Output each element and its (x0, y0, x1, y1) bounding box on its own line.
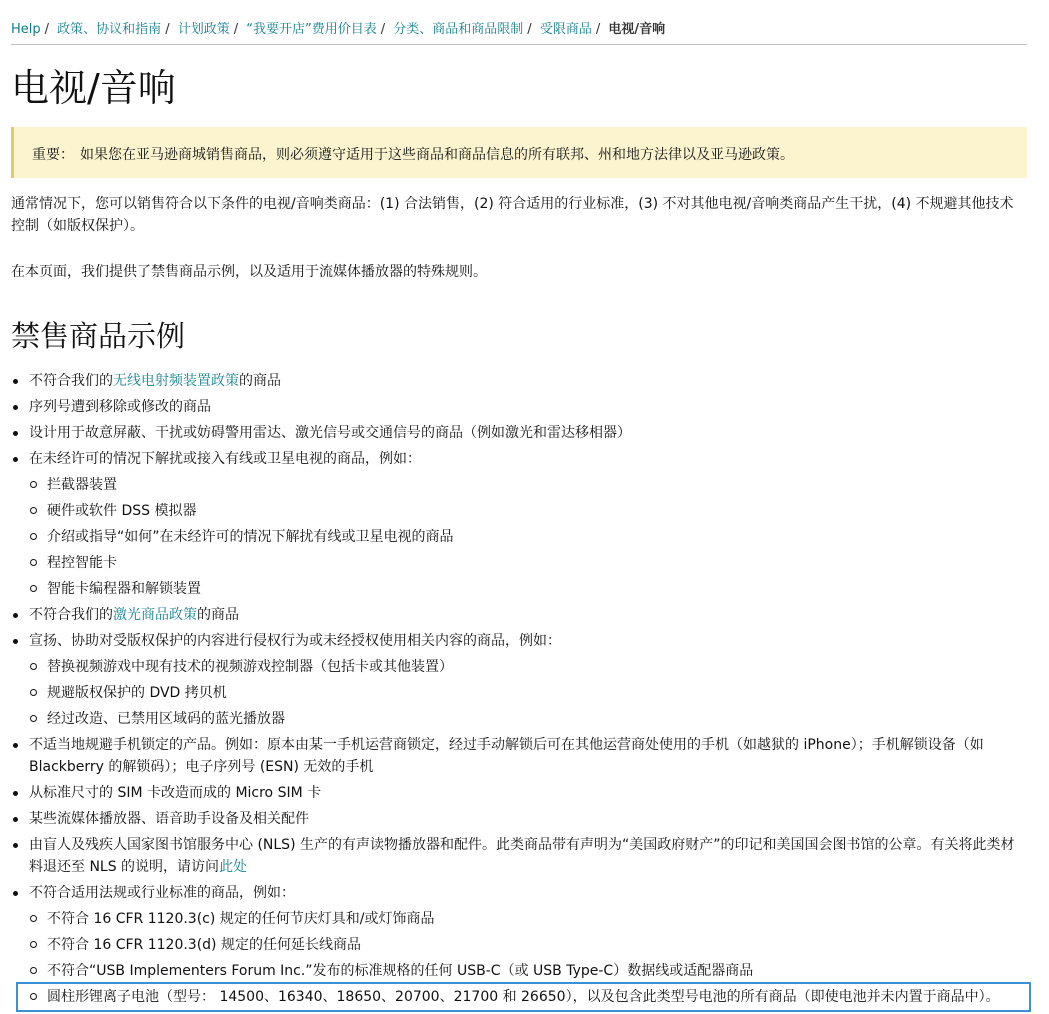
list-item-text: 的商品 (197, 607, 239, 623)
sub-list-item: 不符合 16 CFR 1120.3(d) 规定的任何延长线商品 (29, 934, 1027, 956)
sub-list-item: 规避版权保护的 DVD 拷贝机 (29, 682, 1027, 704)
sub-list-item: 不符合“USB Implementers Forum Inc.”发布的标准规格的任何 USB-C（或 USB Type-C）数据线或适配器商品 (29, 960, 1027, 982)
sub-list-item: 经过改造、已禁用区域码的蓝光播放器 (29, 708, 1027, 730)
sub-list-item-highlighted: 圆柱形锂离子电池（型号： 14500、16340、18650、20700、21700 和 26650），以及包含此类型号电池的所有商品（即使电池并未内置于商品中）。 (20, 986, 1027, 1008)
list-item (11, 882, 1027, 1008)
page-overview-paragraph: 在本页面，我们提供了禁售商品示例，以及适用于流媒体播放器的特殊规则。 (11, 264, 487, 280)
breadcrumb-link-fee-schedule[interactable]: “我要开店”费用价目表 (246, 22, 377, 37)
breadcrumb: Help / 政策、协议和指南 / 计划政策 / “我要开店”费用价目表 / 分类、商品和商品限制 / 受限商品 / 电视/音响 (11, 22, 666, 37)
list-item: 序列号遭到移除或修改的商品 (11, 396, 1027, 418)
list-item (11, 448, 1027, 600)
list-item-text: 宣扬、协助对受版权保护的内容进行侵权行为或未经授权使用相关内容的商品，例如： (29, 633, 561, 649)
breadcrumb-link-restricted[interactable]: 受限商品 (539, 22, 592, 37)
breadcrumb-current: 电视/音响 (608, 22, 666, 37)
list-item: 不适当地规避手机锁定的产品。例如：原本由某一手机运营商锁定，经过手动解锁后可在其他运营商处使用的手机（如越狱的 iPhone）；手机解锁设备（如 Blackberry 的解锁码）；电子序列号 (ESN) 无效的手机 (11, 734, 1027, 778)
list-item-text: 由盲人及残疾人国家图书馆服务中心 (NLS) 生产的有声读物播放器和配件。此类商品带有声明为“美国政府财产”的印记和美国国会图书馆的公章。有关将此类材料退还至 NLS 的说明，请访问 (29, 837, 1015, 875)
alert-label: 重要： (32, 147, 74, 163)
list-item-text: 不符合适用法规或行业标准的商品，例如： (29, 885, 295, 901)
list-item: 设计用于故意屏蔽、干扰或妨碍警用雷达、激光信号或交通信号的商品（例如激光和雷达移相器） (11, 422, 1027, 444)
sub-list-item: 替换视频游戏中现有技术的视频游戏控制器（包括卡或其他装置） (29, 656, 1027, 678)
list-item-text: 不符合我们的 (29, 373, 113, 389)
sub-list-item: 不符合 16 CFR 1120.3(c) 规定的任何节庆灯具和/或灯饰商品 (29, 908, 1027, 930)
breadcrumb-link-categories[interactable]: 分类、商品和商品限制 (393, 22, 524, 37)
alert-text-row (32, 144, 794, 164)
sub-list (29, 474, 1027, 600)
list-item: 某些流媒体播放器、语音助手设备及相关配件 (11, 808, 1027, 830)
list-item (11, 834, 1027, 878)
breadcrumb-link-help[interactable]: Help (11, 22, 41, 37)
breadcrumb-link-policies[interactable]: 政策、协议和指南 (57, 22, 162, 37)
list-item (11, 370, 1027, 392)
list-item-text: 在未经许可的情况下解扰或接入有线或卫星电视的商品，例如： (29, 451, 421, 467)
laser-products-policy-link[interactable]: 激光商品政策 (113, 607, 197, 623)
header-divider (11, 44, 1027, 45)
sub-list-item: 智能卡编程器和解锁装置 (29, 578, 1027, 600)
list-item-text: 不符合我们的 (29, 607, 113, 623)
sub-list-item: 硬件或软件 DSS 模拟器 (29, 500, 1027, 522)
list-item (11, 604, 1027, 626)
prohibited-list (11, 370, 1027, 1012)
list-item (11, 630, 1027, 730)
sub-list (29, 656, 1027, 730)
sub-list-item: 拦截器装置 (29, 474, 1027, 496)
list-item-text: 的商品 (239, 373, 281, 389)
section-title-prohibited-examples: 禁售商品示例 (11, 319, 186, 353)
breadcrumb-link-program-policies[interactable]: 计划政策 (177, 22, 230, 37)
sub-list-item: 程控智能卡 (29, 552, 1027, 574)
page-title: 电视/音响 (11, 66, 176, 110)
important-alert (11, 127, 1027, 178)
sub-list-item: 介绍或指导“如何”在未经许可的情况下解扰有线或卫星电视的商品 (29, 526, 1027, 548)
rf-devices-policy-link[interactable]: 无线电射频装置政策 (113, 373, 239, 389)
sub-list (29, 908, 1027, 1008)
intro-paragraph: 通常情况下，您可以销售符合以下条件的电视/音响类商品：(1) 合法销售，(2) 符合适用的行业标准，(3) 不对其他电视/音响类商品产生干扰，(4) 不规避其他技术控制（如版权保护）。 (11, 196, 1014, 234)
nls-return-link[interactable]: 此处 (219, 859, 248, 875)
alert-message: 如果您在亚马逊商城销售商品，则必须遵守适用于这些商品和商品信息的所有联邦、州和地方法律以及亚马逊政策。 (80, 147, 794, 163)
list-item: 从标准尺寸的 SIM 卡改造而成的 Micro SIM 卡 (11, 782, 1027, 804)
